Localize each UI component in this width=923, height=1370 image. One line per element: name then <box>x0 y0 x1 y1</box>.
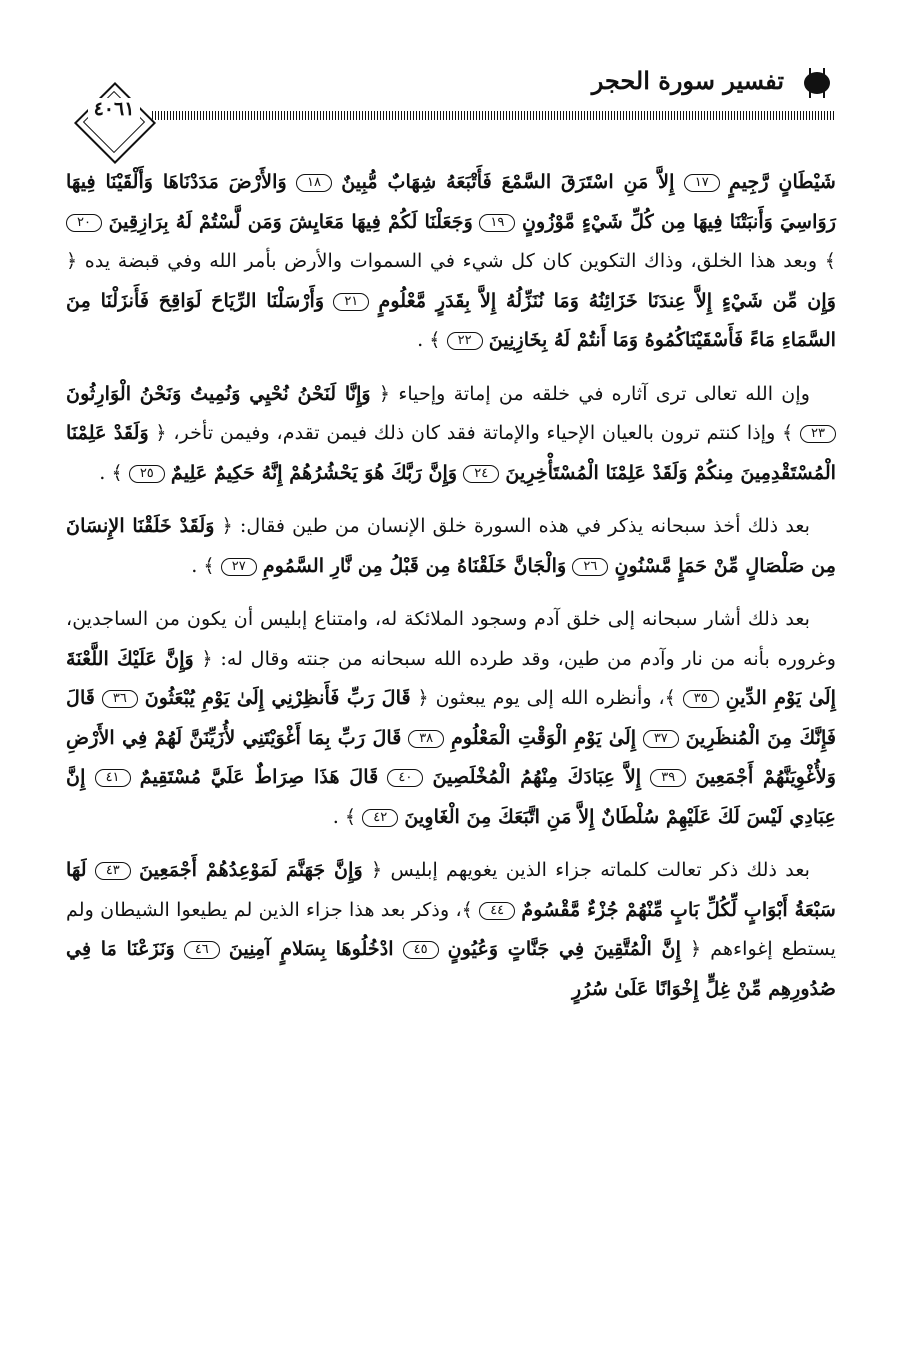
quran-verse-text: وَإِنَّا لَنَحْنُ نُحْيِي وَنُمِيتُ وَنَحْنُ الْوَارِثُونَ <box>66 381 371 405</box>
page-number: ٤٠٦١ <box>88 98 140 120</box>
quran-verse-text: وَإِن مِّن شَيْءٍ إِلاَّ عِندَنَا خَزَائِنُهُ وَمَا نُنَزِّلُهُ إِلاَّ بِقَدَرٍ مَّعْلُومٍ <box>378 288 836 312</box>
verse-number-marker: ٣٩ <box>650 769 686 787</box>
verse-number-marker: ٣٦ <box>102 690 138 708</box>
verse-number-marker: ٤٤ <box>479 902 515 920</box>
verse-number-marker: ١٨ <box>296 174 332 192</box>
commentary-text: ﴾ . <box>99 460 123 484</box>
verse-number-marker: ١٩ <box>479 214 515 232</box>
commentary-text: ﴾ . <box>332 804 357 828</box>
verse-number-marker: ٢٢ <box>447 332 483 350</box>
quran-verse-text: وَإِنَّ عَلَيْكَ اللَّعْنَةَ إِلَىٰ يَوْمِ الدِّينِ <box>66 646 836 709</box>
quran-verse-text: قَالَ رَبِّ بِمَا أَغْوَيْتَنِي لأُزَيِّنَنَّ لَهُمْ فِي الأَرْضِ وَلأُغْوِيَنَّهُمْ أَجْمَعِينَ <box>66 725 836 788</box>
quran-verse-text: إِنَّ الْمُتَّقِينَ فِي جَنَّاتٍ وَعُيُونٍ <box>447 937 681 960</box>
verse-number-marker: ٤٢ <box>362 809 398 827</box>
commentary-text: ﴾، وأنظره الله إلى يوم يبعثون ﴿ <box>417 686 676 709</box>
commentary-text: ﴾ . <box>417 328 441 351</box>
commentary-text: بعد ذلك أخذ سبحانه يذكر في هذه السورة خلق الإنسان من طين فقال: ﴿ <box>221 514 810 537</box>
quran-verse-text: لَهَا سَبْعَةُ أَبْوَابٍ لِّكُلِّ بَابٍ مِّنْهُمْ جُزْءٌ مَّقْسُومٌ <box>66 858 836 921</box>
commentary-text: ﴾، وذكر بعد هذا جزاء الذين لم يطيعوا الشيطان ولم يستطع إغواءهم ﴿ <box>66 897 836 960</box>
quran-verse-text: وَلَقَدْ خَلَقْنَا الإِنسَانَ مِن صَلْصَالٍ مِّنْ حَمَإٍ مَّسْنُونٍ <box>66 514 836 577</box>
quran-verse-text: إِلاَّ عِبَادَكَ مِنْهُمُ الْمُخْلَصِينَ <box>432 765 642 788</box>
paragraph <box>66 162 836 360</box>
commentary-text: بعد ذلك ذكر تعالت كلماته جزاء الذين يغويهم إبليس ﴿ <box>371 858 810 881</box>
verse-number-marker: ٢٣ <box>800 425 836 443</box>
header-rule <box>152 111 836 120</box>
verse-number-marker: ٣٥ <box>683 690 719 708</box>
quran-verse-text: إِلَىٰ يَوْمِ الْوَقْتِ الْمَعْلُومِ <box>450 725 637 749</box>
paragraph <box>66 506 836 585</box>
running-title: تفسير سورة الحجر <box>591 66 784 95</box>
quran-verse-text: إِلاَّ مَنِ اسْتَرَقَ السَّمْعَ فَأَتْبَعَهُ شِهَابٌ مُّبِينٌ <box>341 170 675 193</box>
quran-verse-text: وَإِنَّ جَهَنَّمَ لَمَوْعِدُهُمْ أَجْمَعِينَ <box>139 858 363 881</box>
quran-verse-text: وَإِنَّ رَبَّكَ هُوَ يَحْشُرُهُمْ إِنَّهُ حَكِيمٌ عَلِيمٌ <box>170 460 458 484</box>
verse-number-marker: ٣٨ <box>408 730 444 748</box>
verse-number-marker: ٢٧ <box>221 558 257 576</box>
paragraph <box>66 850 836 1008</box>
verse-number-marker: ٤٦ <box>184 941 220 959</box>
verse-number-marker: ٤٠ <box>387 769 423 787</box>
verse-number-marker: ٢٤ <box>463 465 499 483</box>
commentary-text: بعد ذلك أشار سبحانه إلى خلق آدم وسجود الملائكة له، وامتناع إبليس أن يكون من الساجدين، وغروره بأنه من نار وآدم من طين، وقد طرده الله سبحانه من جنته وقال له: ﴿ <box>66 607 836 670</box>
verse-number-marker: ٤٥ <box>403 941 439 959</box>
quran-verse-text: وَأَرْسَلْنَا الرِّيَاحَ لَوَاقِحَ فَأَنزَلْنَا مِنَ السَّمَاءِ مَاءً فَأَسْقَيْنَاكُمُوهُ وَمَا أَنتُمْ لَهُ بِخَازِنِينَ <box>66 288 836 351</box>
commentary-text: ﴾ وبعد هذا الخلق، وذاك التكوين كان كل شيء في السموات والأرض بأمر الله وفي قبضة يده ﴿ <box>66 249 836 272</box>
paragraph <box>66 374 836 493</box>
quran-verse-text: وَالْجَانَّ خَلَقْنَاهُ مِن قَبْلُ مِن نَّارِ السَّمُومِ <box>262 553 567 577</box>
paragraph <box>66 599 836 836</box>
commentary-text: وإن الله تعالى ترى آثاره في خلقه من إماتة وإحياء ﴿ <box>378 381 810 405</box>
verse-number-marker: ٤١ <box>95 769 131 787</box>
quran-verse-text: قَالَ فَإِنَّكَ مِنَ الْمُنظَرِينَ <box>66 686 836 749</box>
quran-verse-text: وَالأَرْضَ مَدَدْنَاهَا وَأَلْقَيْنَا فِيهَا رَوَاسِيَ وَأَنبَتْنَا فِيهَا مِن كُلِّ شَيْءٍ مَّوْزُونٍ <box>66 170 836 233</box>
verse-number-marker: ٢٦ <box>572 558 608 576</box>
quran-verse-text: ادْخُلُوهَا بِسَلامٍ آمِنِينَ <box>228 937 394 960</box>
quran-verse-text: قَالَ هَذَا صِرَاطٌ عَلَيَّ مُسْتَقِيمٌ <box>139 765 379 788</box>
verse-number-marker: ١٧ <box>684 174 720 192</box>
verse-number-marker: ٢٥ <box>129 465 165 483</box>
quran-verse-text: وَجَعَلْنَا لَكُمْ فِيهَا مَعَايِشَ وَمَن لَّسْتُمْ لَهُ بِرَازِقِينَ <box>108 209 473 233</box>
ornament-icon <box>804 72 830 94</box>
body-text <box>66 162 836 1022</box>
verse-number-marker: ٢١ <box>333 293 369 311</box>
quran-verse-text: وَلَقَدْ عَلِمْنَا الْمُسْتَقْدِمِينَ مِنكُمْ وَلَقَدْ عَلِمْنَا الْمُسْتَأْخِرِينَ <box>66 421 836 484</box>
verse-number-marker: ٢٠ <box>66 214 102 232</box>
page-number-badge <box>72 80 156 164</box>
quran-verse-text: شَيْطَانٍ رَّجِيمٍ <box>728 170 836 193</box>
commentary-text: ﴾ وإذا كنتم ترون بالعيان الإحياء والإماتة فقد كان ذلك فيمن تقدم، وفيمن تأخر، ﴿ <box>155 421 794 444</box>
page-header <box>66 60 836 160</box>
verse-number-marker: ٤٣ <box>95 862 131 880</box>
quran-verse-text: قَالَ رَبِّ فَأَنظِرْنِي إِلَىٰ يَوْمِ يُبْعَثُونَ <box>144 686 411 709</box>
commentary-text: ﴾ . <box>191 553 215 577</box>
verse-number-marker: ٣٧ <box>643 730 679 748</box>
quran-verse-text: وَنَزَعْنَا مَا فِي صُدُورِهِم مِّنْ غِلٍّ إِخْوَانًا عَلَىٰ سُرُرٍ <box>66 937 836 1000</box>
quran-verse-text: إِنَّ عِبَادِي لَيْسَ لَكَ عَلَيْهِمْ سُلْطَانٌ إِلاَّ مَنِ اتَّبَعَكَ مِنَ الْغَاوِينَ <box>66 765 836 828</box>
